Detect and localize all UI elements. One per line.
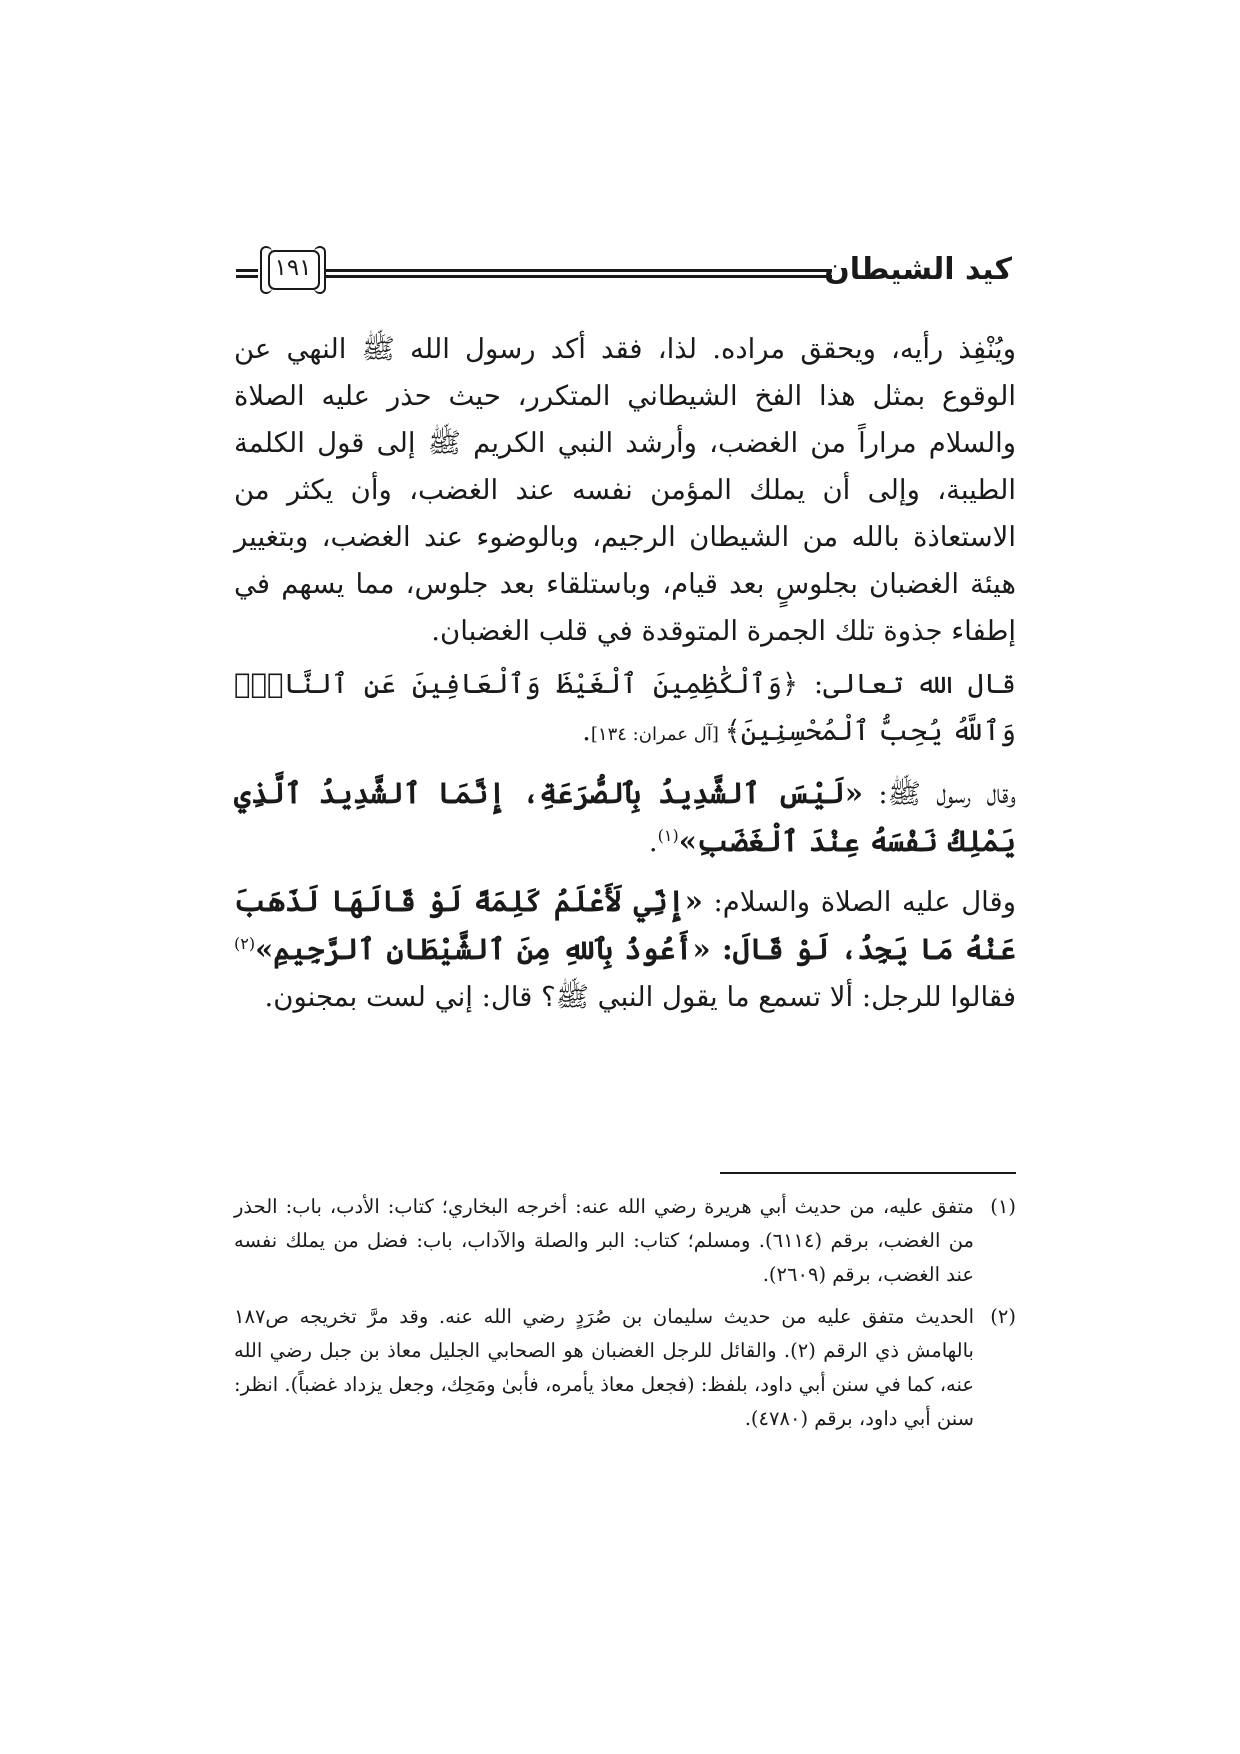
hadith-two-quote: «إِنِّي لَأَعْلَمُ كَلِمَةً لَوْ قَالَهَا لَذَهَبَ عَنْهُ مَا يَجِدُ، لَوْ قَالَ: «أَعُوذُ بِٱللهِ مِنَ ٱلشَّيْطَانِ ٱلرَّجِيمِ» <box>234 884 1016 966</box>
header-rule-end <box>236 269 258 278</box>
hadith-one-intro: وقال رسول ﷺ: <box>862 778 1016 810</box>
page-number-badge <box>262 246 324 292</box>
paragraph-intro: ويُنْفِذ رأيه، ويحقق مراده. لذا، فقد أكد رسول الله ﷺ النهي عن الوقوع بمثل هذا الفخ الشيطاني المتكرر، حيث حذر عليه الصلاة والسلام مراراً من الغضب، وأرشد النبي الكريم ﷺ إلى قول الكلمة الطيبة، وإلى أن يملك المؤمن نفسه عند الغضب، وأن يكثر من الاستعاذة بالله من الشيطان الرجيم، وبالوضوء عند الغضب، وبتغيير هيئة الغضبان بجلوسٍ بعد قيام، وباستلقاء بعد جلوس، مما يسهم في إطفاء جذوة تلك الجمرة المتوقدة في قلب الغضبان. <box>234 333 1016 647</box>
hadith-two-rest: فقالوا للرجل: ألا تسمع ما يقول النبي ﷺ؟ قال: إني لست بمجنون. <box>264 981 1016 1013</box>
footnote-number: (٢) <box>990 1305 1016 1328</box>
quran-paragraph <box>234 661 1016 758</box>
footnote-item <box>234 1190 1016 1292</box>
hadith-two <box>234 878 1016 1021</box>
hadith-one <box>234 770 1016 866</box>
book-title: كيد الشيطان <box>824 252 1012 287</box>
quran-verse: ﴿وَٱلْكَٰظِمِينَ ٱلْغَيْظَ وَٱلْعَافِينَ عَنِ ٱلنَّاسِۗ وَٱللَّهُ يُحِبُّ ٱلْمُحْسِنِينَ﴾ <box>234 668 1016 747</box>
quran-intro: قال الله تعالى: <box>798 668 1016 700</box>
hadith-two-intro: وقال عليه الصلاة والسلام: <box>702 886 1016 918</box>
footnote-text: متفق عليه، من حديث أبي هريرة رضي الله عنه: أخرجه البخاري؛ كتاب: الأدب، باب: الحذر من الغضب، برقم (٦١١٤). ومسلم؛ كتاب: البر والصلة والآداب، باب: فضل من يملك نفسه عند الغضب، برقم (٢٦٠٩). <box>234 1195 974 1286</box>
hadith-one-quote: «لَيْسَ ٱلشَّدِيدُ بِٱلصُّرَعَةِ، إِنَّمَا ٱلشَّدِيدُ ٱلَّذِي يَمْلِكُ نَفْسَهُ عِنْدَ ٱلْغَضَبِ» <box>234 776 1016 858</box>
footnote-item <box>234 1300 1016 1436</box>
hadith-one-end: . <box>648 826 658 858</box>
footnote-ref-1[interactable]: (١) <box>657 825 679 845</box>
quran-end: . <box>582 715 591 747</box>
footnote-ref-2[interactable]: (٢) <box>234 933 256 953</box>
footnote-number: (١) <box>990 1195 1016 1218</box>
running-header <box>236 236 1012 306</box>
footnote-text: الحديث متفق عليه من حديث سليمان بن صُرَدٍ رضي الله عنه. وقد مرَّ تخريجه ص١٨٧ بالهامش ذي الرقم (٢). والقائل للرجل الغضبان هو الصحابي الجليل معاذ بن جبل رضي الله عنه، كما في سنن أبي داود، بلفظ: (فجعل معاذ يأمره، فأبىٰ ومَحِك، وجعل يزداد غضباً). انظر: سنن أبي داود، برقم (٤٧٨٠). <box>234 1305 974 1430</box>
main-text <box>234 326 1016 1021</box>
header-rule <box>326 269 832 278</box>
footnotes <box>234 1190 1016 1444</box>
quran-reference: [آل عمران: ١٣٤] <box>590 724 725 745</box>
page-number: ١٩١ <box>274 255 312 281</box>
footnote-separator <box>720 1172 1016 1174</box>
